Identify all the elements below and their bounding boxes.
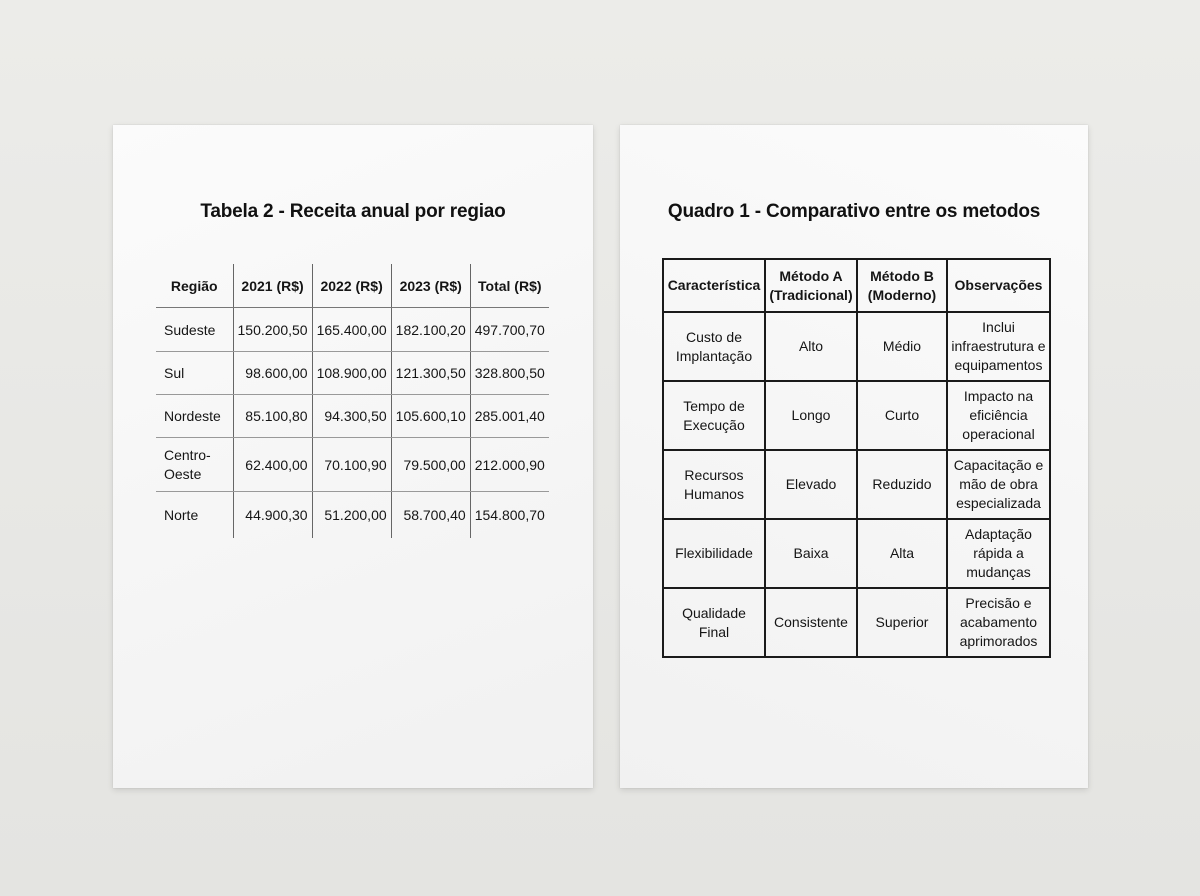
value-cell: 85.100,80 [233, 395, 312, 438]
value-cell: 182.100,20 [391, 308, 470, 352]
column-header: Método A (Tradicional) [765, 259, 857, 312]
value-cell: 58.700,40 [391, 492, 470, 538]
table-title: Quadro 1 - Comparativo entre os metodos [667, 201, 1041, 222]
observation-cell: Precisão e acabamento aprimorados [947, 588, 1050, 657]
column-header: Observações [947, 259, 1050, 312]
total-cell: 154.800,70 [470, 492, 549, 538]
region-cell: Sudeste [156, 308, 233, 352]
table-row [156, 352, 549, 395]
table-row [663, 381, 1050, 450]
value-cell: 44.900,30 [233, 492, 312, 538]
revenue-table [156, 264, 549, 538]
method-b-cell: Curto [857, 381, 947, 450]
characteristic-cell: Flexibilidade [663, 519, 765, 588]
region-cell: Norte [164, 506, 199, 523]
column-header: 2021 (R$) [233, 264, 312, 308]
value-cell: 108.900,00 [312, 352, 391, 395]
value-cell: 94.300,50 [312, 395, 391, 438]
value-cell: 105.600,10 [391, 395, 470, 438]
total-cell: 212.000,90 [470, 438, 549, 492]
value-cell: 70.100,90 [312, 438, 391, 492]
right-paper-sheet [620, 125, 1088, 788]
table-row [156, 395, 549, 438]
table-row [156, 438, 549, 492]
column-header: 2022 (R$) [312, 264, 391, 308]
region-cell: Sul [156, 352, 233, 395]
total-cell: 497.700,70 [470, 308, 549, 352]
column-header: Região [156, 264, 233, 308]
left-paper-sheet [113, 125, 593, 788]
characteristic-cell: Tempo de Execução [663, 381, 765, 450]
method-a-cell: Elevado [765, 450, 857, 519]
region-cell: Nordeste [156, 395, 233, 438]
method-b-cell: Alta [857, 519, 947, 588]
column-header: Total (R$) [470, 264, 549, 308]
table-row [156, 308, 549, 352]
table-header-row [156, 264, 549, 308]
observation-cell: Capacitação e mão de obra especializada [947, 450, 1050, 519]
table-title: Tabela 2 - Receita anual por regiao [200, 201, 506, 222]
total-cell: 285.001,40 [470, 395, 549, 438]
characteristic-cell: Recursos Humanos [663, 450, 765, 519]
table-row [156, 492, 549, 538]
method-a-cell: Baixa [765, 519, 857, 588]
value-cell: 150.200,50 [233, 308, 312, 352]
method-b-cell: Médio [857, 312, 947, 381]
method-b-cell: Superior [857, 588, 947, 657]
value-cell: 62.400,00 [233, 438, 312, 492]
region-cell: Centro- Oeste [156, 438, 233, 492]
table-row [663, 588, 1050, 657]
comparison-table [662, 258, 1051, 658]
method-a-cell: Consistente [765, 588, 857, 657]
characteristic-cell: Qualidade Final [663, 588, 765, 657]
value-cell: 51.200,00 [312, 492, 391, 538]
value-cell: 79.500,00 [391, 438, 470, 492]
observation-cell: Impacto na eficiência operacional [947, 381, 1050, 450]
table-header-row [663, 259, 1050, 312]
column-header: 2023 (R$) [391, 264, 470, 308]
column-header: Método B (Moderno) [857, 259, 947, 312]
value-cell: 165.400,00 [312, 308, 391, 352]
total-cell: 328.800,50 [470, 352, 549, 395]
method-b-cell: Reduzido [857, 450, 947, 519]
method-a-cell: Longo [765, 381, 857, 450]
characteristic-cell: Custo de Implantação [663, 312, 765, 381]
table-row [663, 519, 1050, 588]
column-header: Característica [663, 259, 765, 312]
value-cell: 121.300,50 [391, 352, 470, 395]
value-cell: 98.600,00 [233, 352, 312, 395]
observation-cell: Inclui infraestrutura e equipamentos [947, 312, 1050, 381]
observation-cell: Adaptação rápida a mudanças [947, 519, 1050, 588]
method-a-cell: Alto [765, 312, 857, 381]
table-row [663, 312, 1050, 381]
table-row [663, 450, 1050, 519]
